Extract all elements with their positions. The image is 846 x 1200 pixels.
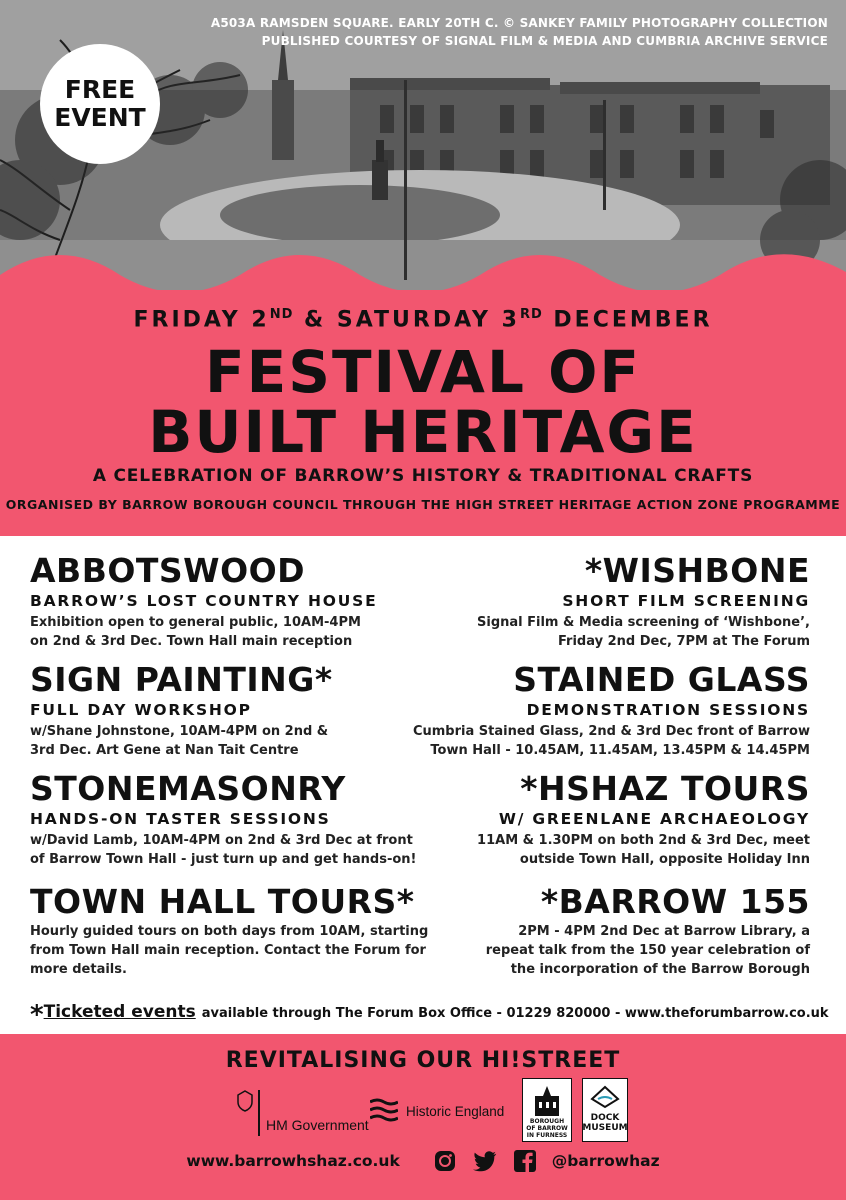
- borough-logo-label: BOROUGH OF BARROW IN FURNESS: [526, 1118, 568, 1139]
- event-sign-painting: [30, 662, 430, 760]
- ticket-details: available through The Forum Box Office - 01229 820000 - www.theforumbarrow.co.uk: [201, 1006, 829, 1021]
- date-sup1: ND: [269, 307, 294, 322]
- badge-line2: EVENT: [54, 103, 146, 132]
- festival-subtitle: A CELEBRATION OF BARROW’S HISTORY & TRADITIONAL CRAFTS: [92, 466, 754, 486]
- event-desc: more details.: [30, 962, 127, 977]
- event-desc: Town Hall - 10.45AM, 11.45AM, 13.45PM & 14.45PM: [430, 743, 810, 758]
- facebook-icon[interactable]: [512, 1148, 538, 1174]
- hm-government-divider: [258, 1090, 260, 1136]
- event-desc: of Barrow Town Hall - just turn up and get hands-on!: [30, 852, 417, 867]
- event-desc: the incorporation of the Barrow Borough: [510, 962, 810, 977]
- event-desc: 11AM & 1.30PM on both 2nd & 3rd Dec, meet: [477, 833, 810, 848]
- hero-photo: [0, 0, 846, 300]
- festival-title-line2: BUILT HERITAGE: [148, 398, 698, 466]
- date-part1: FRIDAY 2: [133, 307, 270, 333]
- event-desc: 2PM - 4PM 2nd Dec at Barrow Library, a: [518, 924, 810, 939]
- social-handle[interactable]: @barrowhaz: [551, 1152, 660, 1170]
- town-hall-icon: [527, 1086, 567, 1116]
- organiser-line: ORGANISED BY BARROW BOROUGH COUNCIL THROUGH THE HIGH STREET HERITAGE ACTION ZONE PROGRAMME: [5, 497, 841, 512]
- event-desc: Exhibition open to general public, 10AM-4PM: [30, 615, 361, 630]
- badge-line1: FREE: [64, 75, 136, 104]
- date-part2: & SATURDAY 3: [293, 307, 520, 333]
- event-desc: Friday 2nd Dec, 7PM at The Forum: [557, 634, 810, 649]
- event-title: *HSHAZ TOURS: [520, 769, 810, 808]
- event-town-hall-tours: [30, 884, 430, 979]
- event-title: SIGN PAINTING*: [30, 660, 333, 699]
- event-dates: [0, 307, 846, 332]
- event-desc: w/Shane Johnstone, 10AM-4PM on 2nd &: [30, 724, 329, 739]
- event-desc: outside Town Hall, opposite Holiday Inn: [519, 852, 810, 867]
- social-bar: [0, 1148, 846, 1174]
- free-event-badge: [40, 44, 160, 164]
- event-desc: Signal Film & Media screening of ‘Wishbone’,: [477, 615, 810, 630]
- ticket-star: *: [30, 1000, 44, 1030]
- historic-england-logo: [370, 1098, 504, 1124]
- hm-government-label: HM Government: [266, 1117, 369, 1133]
- footer-title: REVITALISING OUR HI!STREET: [225, 1048, 621, 1073]
- event-hshaz-tours: [410, 771, 810, 869]
- borough-logo: [522, 1078, 572, 1142]
- event-subtitle: BARROW’S LOST COUNTRY HOUSE: [30, 592, 378, 610]
- event-desc: on 2nd & 3rd Dec. Town Hall main reception: [30, 634, 353, 649]
- event-subtitle: W/ GREENLANE ARCHAEOLOGY: [498, 810, 810, 828]
- event-desc: from Town Hall main reception. Contact the Forum for: [30, 943, 426, 958]
- dock-museum-logo: [582, 1078, 628, 1142]
- crest-icon: [236, 1090, 254, 1112]
- event-title: STONEMASONRY: [30, 769, 346, 808]
- dock-museum-label: DOCK MUSEUM: [582, 1113, 628, 1133]
- event-stonemasonry: [30, 771, 430, 869]
- event-desc: repeat talk from the 150 year celebration of: [485, 943, 810, 958]
- event-desc: 3rd Dec. Art Gene at Nan Tait Centre: [30, 743, 299, 758]
- photo-credit-line2: PUBLISHED COURTESY OF SIGNAL FILM & MEDIA AND CUMBRIA ARCHIVE SERVICE: [261, 34, 828, 48]
- event-subtitle: DEMONSTRATION SESSIONS: [526, 701, 810, 719]
- event-barrow-155: [410, 884, 810, 979]
- event-stained-glass: [410, 662, 810, 760]
- event-desc: w/David Lamb, 10AM-4PM on 2nd & 3rd Dec at front: [30, 833, 413, 848]
- hm-government-logo: [236, 1090, 369, 1136]
- event-wishbone: [410, 553, 810, 651]
- date-sup2: RD: [519, 307, 543, 322]
- event-title: ABBOTSWOOD: [30, 551, 306, 590]
- event-title: *BARROW 155: [540, 882, 810, 921]
- historic-england-label: Historic England: [406, 1103, 505, 1119]
- twitter-icon[interactable]: [472, 1148, 498, 1174]
- event-desc: Hourly guided tours on both days from 10AM, starting: [30, 924, 429, 939]
- date-part3: DECEMBER: [542, 307, 713, 333]
- instagram-icon[interactable]: [432, 1148, 458, 1174]
- event-title: TOWN HALL TOURS*: [30, 882, 415, 921]
- event-title: *WISHBONE: [584, 551, 810, 590]
- historic-england-icon: [370, 1098, 398, 1124]
- ticket-info: [30, 1000, 829, 1030]
- photo-credit: [211, 14, 828, 50]
- photo-credit-line1: A503A RAMSDEN SQUARE. EARLY 20TH C. © SANKEY FAMILY PHOTOGRAPHY COLLECTION: [210, 16, 828, 30]
- event-title: STAINED GLASS: [513, 660, 810, 699]
- event-abbotswood: [30, 553, 430, 651]
- event-subtitle: SHORT FILM SCREENING: [562, 592, 810, 610]
- event-desc: Cumbria Stained Glass, 2nd & 3rd Dec front of Barrow: [412, 724, 810, 739]
- event-subtitle: FULL DAY WORKSHOP: [30, 701, 252, 719]
- festival-title-line1: FESTIVAL OF: [204, 338, 642, 406]
- event-subtitle: HANDS-ON TASTER SESSIONS: [30, 810, 331, 828]
- dock-museum-icon: [590, 1085, 620, 1109]
- ticketed-events-label: Ticketed events: [43, 1002, 196, 1022]
- website-link[interactable]: www.barrowhshaz.co.uk: [186, 1152, 400, 1170]
